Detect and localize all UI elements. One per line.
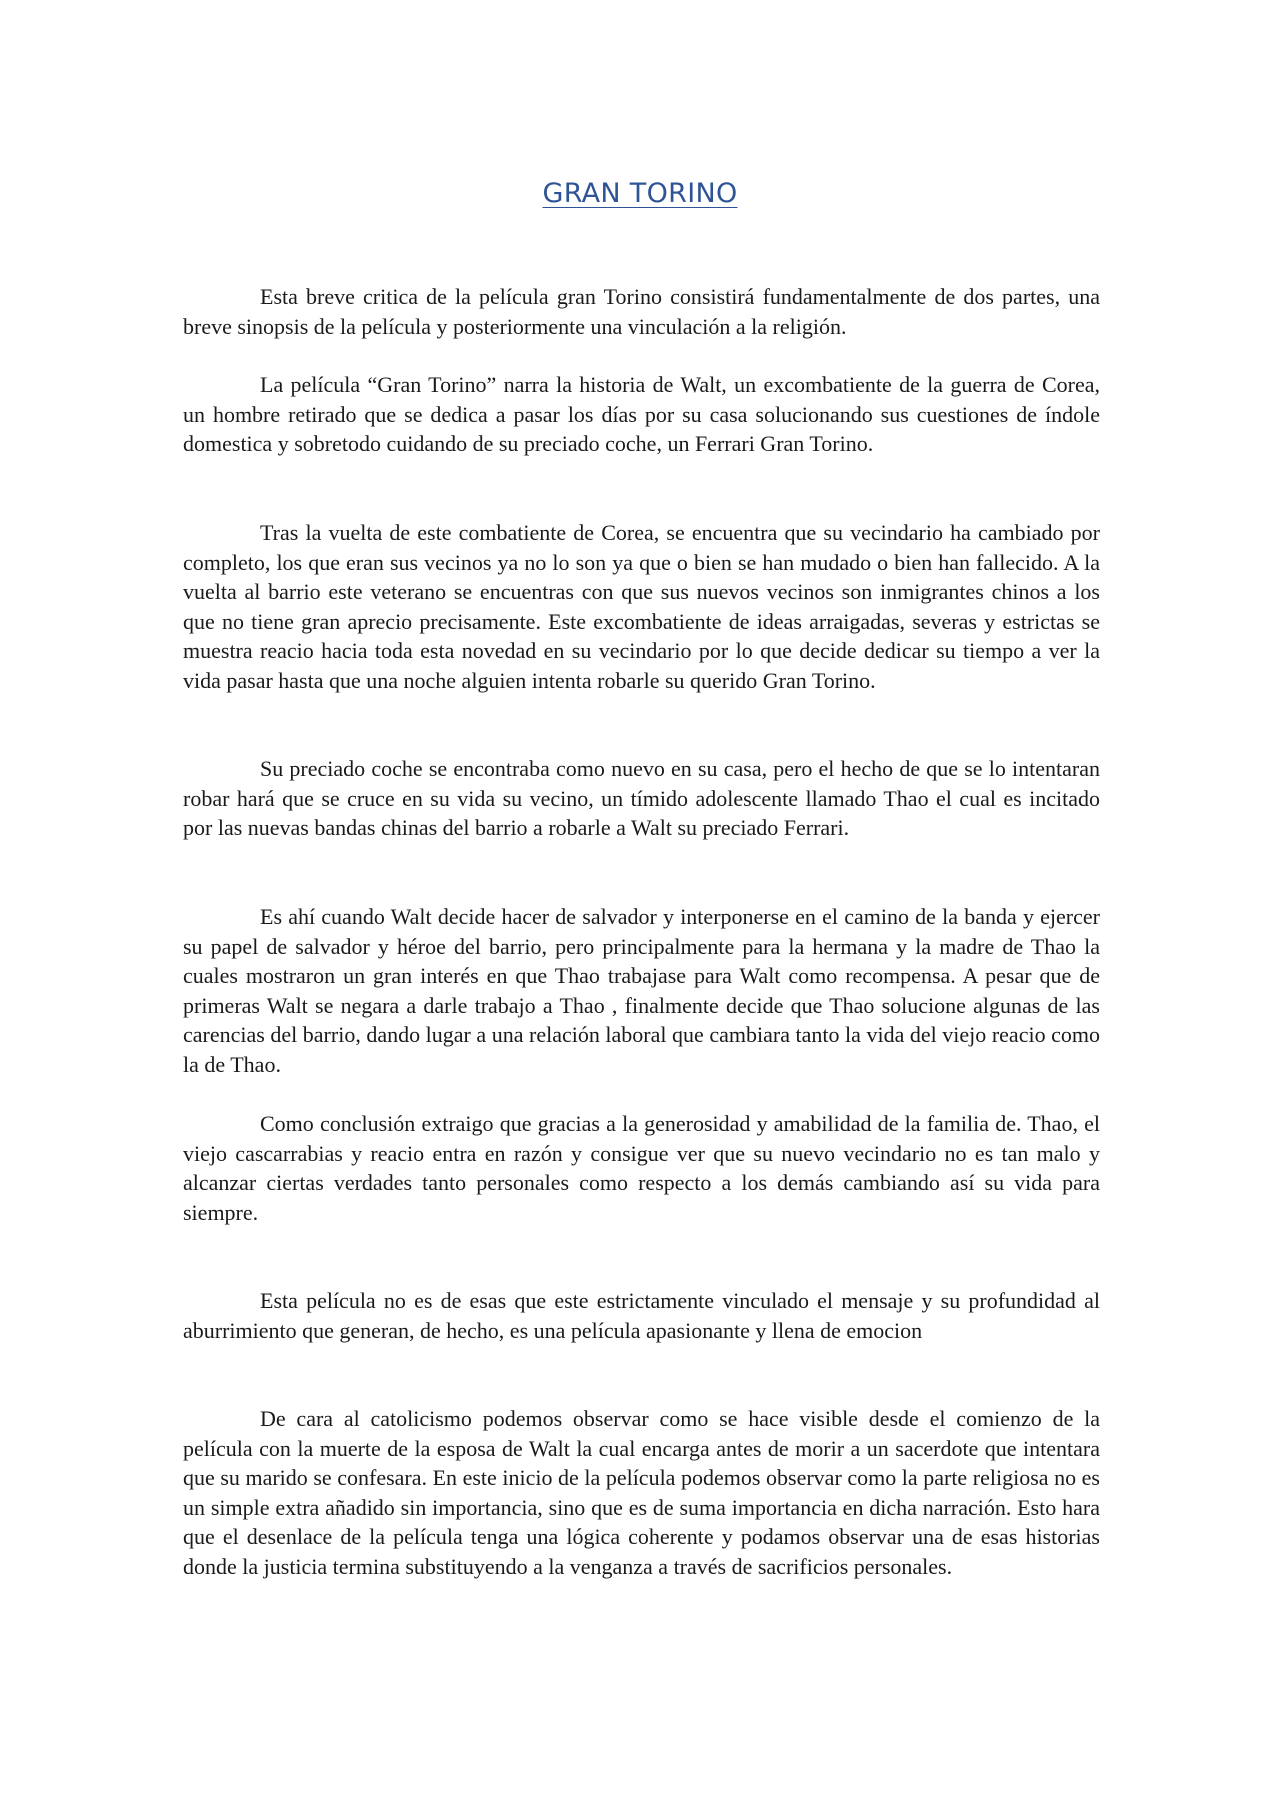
paragraph-intro: Esta breve critica de la película gran Torino consistirá fundamentalmente de dos partes, una breve sinopsis de la película y posteriormente una vinculación a la religión. xyxy=(183,284,1100,339)
paragraph-thao: Su preciado coche se encontraba como nuevo en su casa, pero el hecho de que se lo intentaran robar hará que se cruce en su vida su vecino, un tímido adolescente llamado Thao el cual es incitado por las nuevas bandas chinas del barrio a robarle a Walt su preciado Ferrari. xyxy=(183,756,1100,841)
page-title xyxy=(0,178,1280,209)
paragraph-catholicism: De cara al catolicismo podemos observar como se hace visible desde el comienzo de la película con la muerte de la esposa de Walt la cual encarga antes de morir a un sacerdote que intentara que su marido se confesara. En este inicio de la película podemos observar como la parte religiosa no es un simple extra añadido sin importancia, sino que es de suma importancia en dicha narración. Esto hara que el desenlace de la película tenga una lógica coherente y podamos observar una de esas historias donde la justicia termina substituyendo a la venganza a través de sacrificios personales. xyxy=(183,1406,1100,1579)
paragraph-synopsis: La película “Gran Torino” narra la historia de Walt, un excombatiente de la guerra de Corea, un hombre retirado que se dedica a pasar los días por su casa solucionando sus cuestiones de índole domestica y sobretodo cuidando de su preciado coche, un Ferrari Gran Torino. xyxy=(183,372,1100,457)
paragraph-opinion: Esta película no es de esas que este estrictamente vinculado el mensaje y su profundidad al aburrimiento que generan, de hecho, es una película apasionante y llena de emocion xyxy=(183,1288,1100,1343)
page-title-text: GRAN TORINO xyxy=(542,178,738,209)
paragraph-walt-savior: Es ahí cuando Walt decide hacer de salvador y interponerse en el camino de la banda y ejercer su papel de salvador y héroe del barrio, pero principalmente para la hermana y la madre de Thao la cuales mostraron un gran interés en que Thao trabajase para Walt como recompensa. A pesar que de primeras Walt se negara a darle trabajo a Thao , finalmente decide que Thao solucione algunas de las carencias del barrio, dando lugar a una relación laboral que cambiara tanto la vida del viejo reacio como la de Thao. xyxy=(183,904,1100,1077)
paragraph-neighborhood: Tras la vuelta de este combatiente de Corea, se encuentra que su vecindario ha cambiado por completo, los que eran sus vecinos ya no lo son ya que o bien se han mudado o bien han fallecido. A la vuelta al barrio este veterano se encuentras con que sus nuevos vecinos son inmigrantes chinos a los que no tiene gran aprecio precisamente. Este excombatiente de ideas arraigadas, severas y estrictas se muestra reacio hacia toda esta novedad en su vecindario por lo que decide dedicar su tiempo a ver la vida pasar hasta que una noche alguien intenta robarle su querido Gran Torino. xyxy=(183,520,1100,693)
paragraph-conclusion: Como conclusión extraigo que gracias a la generosidad y amabilidad de la familia de. Thao, el viejo cascarrabias y reacio entra en razón y consigue ver que su nuevo vecindario no es tan malo y alcanzar ciertas verdades tanto personales como respecto a los demás cambiando así su vida para siempre. xyxy=(183,1111,1100,1225)
